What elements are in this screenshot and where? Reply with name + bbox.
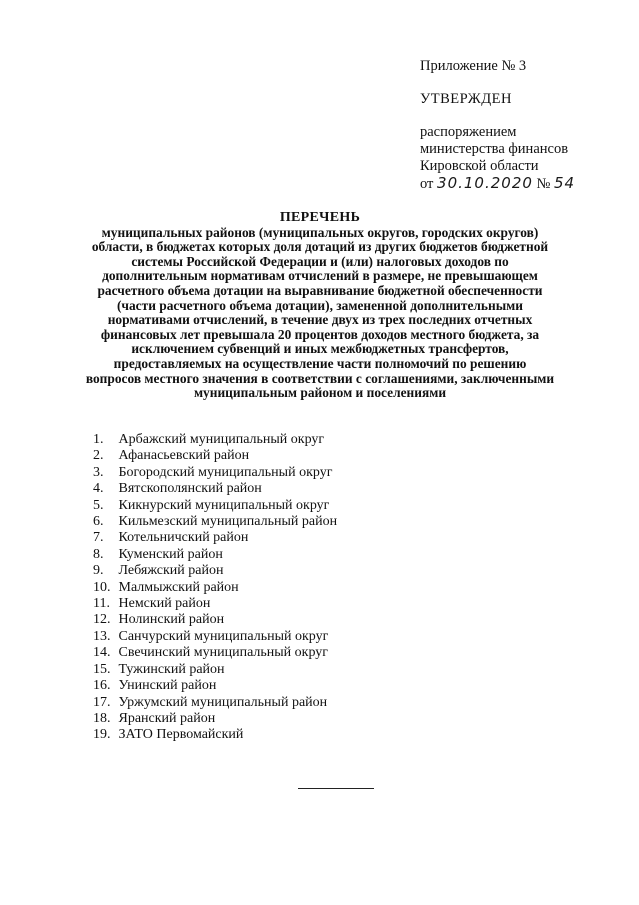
list-item: [93, 432, 513, 448]
list-item-number: 4.: [93, 481, 104, 497]
separator-line: [298, 788, 374, 789]
list-item: [93, 662, 513, 678]
list-item-label: Нолинский район: [118, 612, 225, 628]
list-item: [93, 465, 513, 481]
number-sign: №: [536, 176, 551, 192]
list-item: [93, 580, 513, 596]
list-item: [93, 727, 513, 743]
list-item-label: Богородский муниципальный округ: [118, 464, 333, 480]
list-item-label: ЗАТО Первомайский: [118, 727, 244, 743]
document-subtitle: муниципальных районов (муниципальных округов, городских округов) области, в бюджетах которых доля дотаций из других бюджетов бюджетной системы Российской Федерации и (или) налоговых доходов по дополнительным нормативам отчислений в размере, не превышающем расчетного объема дотации на выравнивание бюджетной обеспеченности (части расчетного объема дотации), замененной дополнительными нормативами отчислений, в течение двух из трех последних отчетных финансовых лет превышала 20 процентов доходов местного бюджета, за исключением субвенций и иных межбюджетных трансфертов, предоставляемых на осуществление части полномочий по решению вопросов местного значения в соответствии с соглашениями, заключенными муниципальным районом и поселениями: [85, 224, 555, 401]
list-item-label: Яранский район: [118, 710, 216, 726]
list-item-label: Кикнурский муниципальный округ: [118, 497, 330, 513]
list-item-label: Немский район: [118, 596, 211, 612]
list-item-label: Уржумский муниципальный район: [118, 694, 328, 710]
list-item-label: Свечинский муниципальный округ: [118, 645, 329, 661]
list-item: [93, 695, 513, 711]
approved-label: УТВЕРЖДЕН: [420, 91, 512, 107]
list-item: [93, 448, 513, 464]
list-item: [93, 514, 513, 530]
list-item-number: 10.: [93, 579, 111, 595]
list-item-number: 12.: [93, 612, 111, 628]
list-item-number: 8.: [93, 546, 104, 562]
list-item-label: Котельничский район: [118, 530, 249, 546]
list-item-number: 16.: [93, 678, 111, 694]
list-item-number: 1.: [93, 432, 104, 447]
list-item: [93, 645, 513, 661]
district-list: [93, 432, 513, 744]
list-item: [93, 678, 513, 694]
list-item-number: 15.: [93, 661, 111, 677]
list-item-number: 18.: [93, 710, 111, 726]
list-item: [93, 629, 513, 645]
list-item-number: 9.: [93, 563, 104, 579]
list-item: [93, 530, 513, 546]
list-item-label: Куменский район: [118, 546, 223, 562]
list-item: [93, 547, 513, 563]
list-item-number: 7.: [93, 530, 104, 546]
list-item: [93, 481, 513, 497]
document-heading: ПЕРЕЧЕНЬ: [279, 210, 361, 225]
list-item-label: Унинский район: [118, 678, 217, 694]
list-item: [93, 563, 513, 579]
approval-line-1: распоряжением: [420, 124, 517, 140]
list-item-number: 13.: [93, 628, 111, 644]
list-item-number: 5.: [93, 497, 104, 513]
list-item: [93, 612, 513, 628]
list-item-number: 19.: [93, 727, 111, 743]
list-item-label: Афанасьевский район: [118, 448, 250, 464]
approval-line-3: Кировской области: [420, 158, 539, 174]
approval-date-line: [420, 175, 630, 193]
approval-line-2: министерства финансов: [420, 141, 569, 157]
list-item: [93, 596, 513, 612]
handwritten-date: 30.10.2020: [437, 174, 533, 192]
list-item-label: Кильмезский муниципальный район: [118, 514, 338, 530]
list-item-label: Арбажский муниципальный округ: [118, 432, 325, 447]
list-item-number: 6.: [93, 514, 104, 530]
list-item-label: Тужинский район: [118, 661, 225, 677]
list-item: [93, 498, 513, 514]
list-item: [93, 711, 513, 727]
handwritten-number: 54: [554, 174, 576, 192]
list-item-label: Санчурский муниципальный округ: [118, 628, 329, 644]
list-item-label: Малмыжский район: [118, 579, 239, 595]
date-prefix: от: [420, 176, 434, 192]
approval-block: [420, 58, 630, 193]
list-item-number: 11.: [93, 596, 110, 612]
list-item-label: Лебяжский район: [118, 563, 224, 579]
appendix-label: Приложение № 3: [420, 58, 527, 74]
list-item-number: 14.: [93, 645, 111, 661]
list-item-number: 3.: [93, 464, 104, 480]
title-block: [85, 211, 555, 401]
list-item-number: 17.: [93, 694, 111, 710]
list-item-label: Вятскополянский район: [118, 481, 262, 497]
list-item-number: 2.: [93, 448, 104, 464]
